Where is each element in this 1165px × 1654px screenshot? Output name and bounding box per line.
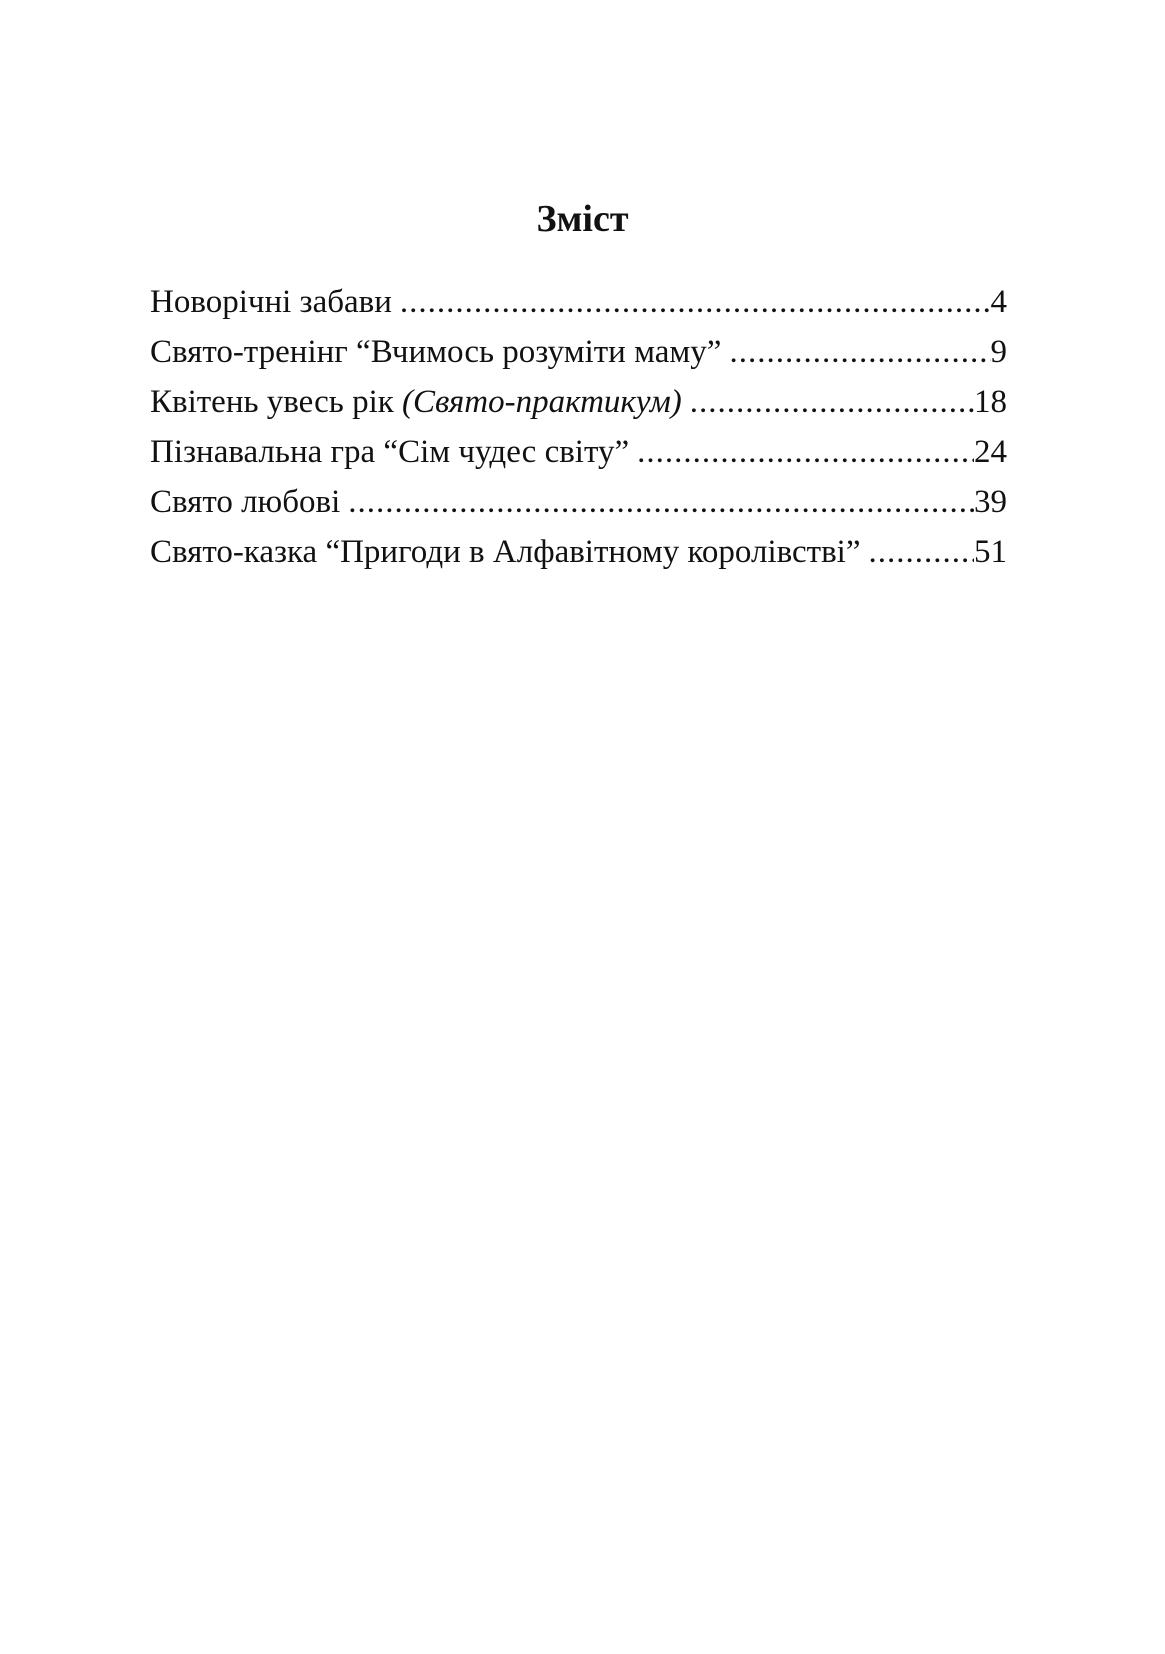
toc-entry[interactable] [150,527,1007,577]
toc-entry-title: Свято любові [150,484,341,520]
toc-entry-page: 4 [990,284,1007,320]
toc-entry-title: Свято-тренінг “Вчимось розуміти маму” [150,334,722,370]
toc-dot-leader [729,327,990,377]
toc-entry-page: 39 [974,484,1007,520]
toc-entry-page: 51 [974,534,1007,570]
table-of-contents [150,277,1007,577]
toc-entry-page: 24 [974,434,1007,470]
toc-entry-title: Свято-казка “Пригоди в Алфавітному королівстві” [150,534,861,570]
toc-entry-page: 18 [974,384,1007,420]
toc-dot-leader [868,527,974,577]
toc-dot-leader [400,277,991,327]
toc-entry-note: (Свято-практикум) [402,384,682,420]
toc-dot-leader [690,377,974,427]
toc-entry-title [150,377,682,427]
page-title: Зміст [536,198,629,240]
toc-dot-leader [637,427,974,477]
toc-entry-page: 9 [990,334,1007,370]
toc-dot-leader [348,477,974,527]
toc-entry[interactable] [150,477,1007,527]
toc-entry[interactable] [150,377,1007,427]
toc-entry-title: Пізнавальна гра “Сім чудес світу” [150,434,630,470]
toc-entry-title: Новорічні забави [150,284,392,320]
toc-entry-title-text: Квітень увесь рік [150,384,403,420]
toc-entry[interactable] [150,427,1007,477]
toc-entry[interactable] [150,277,1007,327]
toc-entry[interactable] [150,327,1007,377]
